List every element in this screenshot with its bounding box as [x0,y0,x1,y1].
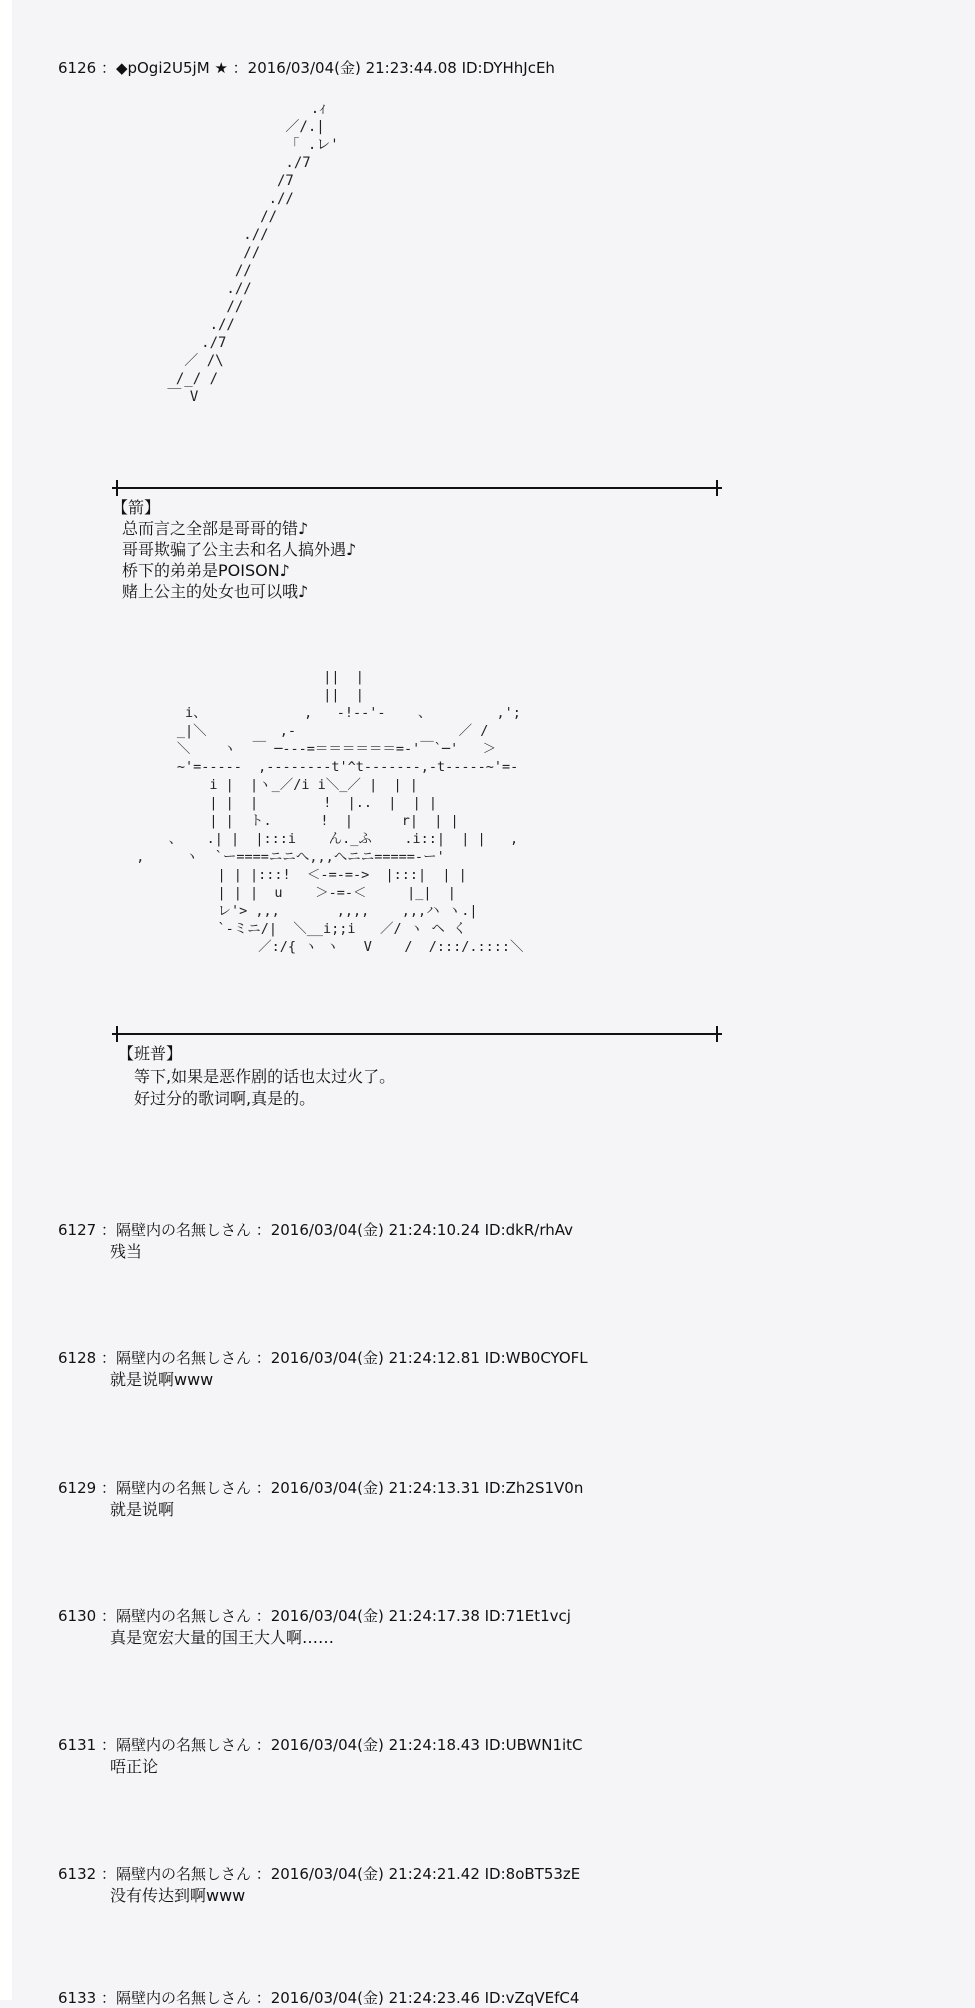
post-body: 就是说啊www [110,1370,214,1389]
arrow-ascii-art: .ｨ ／/.| 「 .レ' ./7 /7 .// // .// // // .// // .// ./7 ／ /\ /_/ / ￣ V [167,101,339,405]
post-header: 6128 ：隔壁内の名無しさん ：2016/03/04(金) 21:24:12.81 ID:WB0CYOFL [58,1349,588,1367]
post-body: 就是说啊 [110,1500,175,1519]
post-header: 6131 ：隔壁内の名無しさん ：2016/03/04(金) 21:24:18.43 ID:UBWN1itC [58,1736,583,1754]
page-margin [0,0,12,2000]
post-body: 没有传达到啊www [110,1886,246,1905]
post-header: 6127 ：隔壁内の名無しさん ：2016/03/04(金) 21:24:10.24 ID:dkR/rhAv [58,1221,574,1239]
dialog-line: 哥哥欺骗了公主去和名人搞外遇♪ [122,540,357,559]
post-body: 真是宽宏大量的国王大人啊…… [110,1628,335,1647]
dialog-line: 等下,如果是恶作剧的话也太过火了。 [134,1067,396,1086]
post-header: 6126 ：◆pOgi2U5jM ★ ：2016/03/04(金) 21:23:44.08 ID:DYHhJcEh [58,59,555,77]
post-header: 6130 ：隔壁内の名無しさん ：2016/03/04(金) 21:24:17.38 ID:71Et1vcj [58,1607,571,1625]
dialog-line: 好过分的歌词啊,真是的。 [134,1089,316,1108]
separator-line [112,480,722,496]
castle-ascii-art: || | || | i、 , -!-‐'- 、 ,'; _|＼ ,- ／ / ＼ ヽ ￣ ─---=＝＝＝＝＝＝=-'￣`─' ＞ ~'=----- ,--------t'^t-------,-t-----~'=- i | |ヽ_／/i i＼_／ | | | | | | ! |.. | | | | | ト. ! | r| | | 、 .| | |:::i ん._ふ .i::| | | , , ヽ `ー====ニニへ,,,へニニ=====-ー' | | |:::! ＜-=-=-> |:::| | | | | | u ＞-=-＜ |_| | レ'> ,,, ,,,, ,,,ハ ヽ.| `-ミニ/| ＼__i;;i ／/ ヽ ヘ く ／:/{ ヽ ヽ V / /:::/.::::＼ [136,669,524,955]
speaker-label: 【班普】 [118,1044,183,1063]
dialog-line: 总而言之全部是哥哥的错♪ [122,519,309,538]
post-header: 6133 ：隔壁内の名無しさん ：2016/03/04(金) 21:24:23.46 ID:vZqVEfC4 [58,1989,580,2007]
post-body: 残当 [110,1242,143,1261]
separator-line [112,1026,722,1042]
post-header: 6132 ：隔壁内の名無しさん ：2016/03/04(金) 21:24:21.42 ID:8oBT53zE [58,1865,581,1883]
post-header: 6129 ：隔壁内の名無しさん ：2016/03/04(金) 21:24:13.31 ID:Zh2S1V0n [58,1479,584,1497]
dialog-line: 赌上公主的处女也可以哦♪ [122,582,309,601]
post-body: 唔正论 [110,1757,159,1776]
speaker-label: 【箭】 [112,498,161,517]
dialog-line: 桥下的弟弟是POISON♪ [122,561,290,580]
